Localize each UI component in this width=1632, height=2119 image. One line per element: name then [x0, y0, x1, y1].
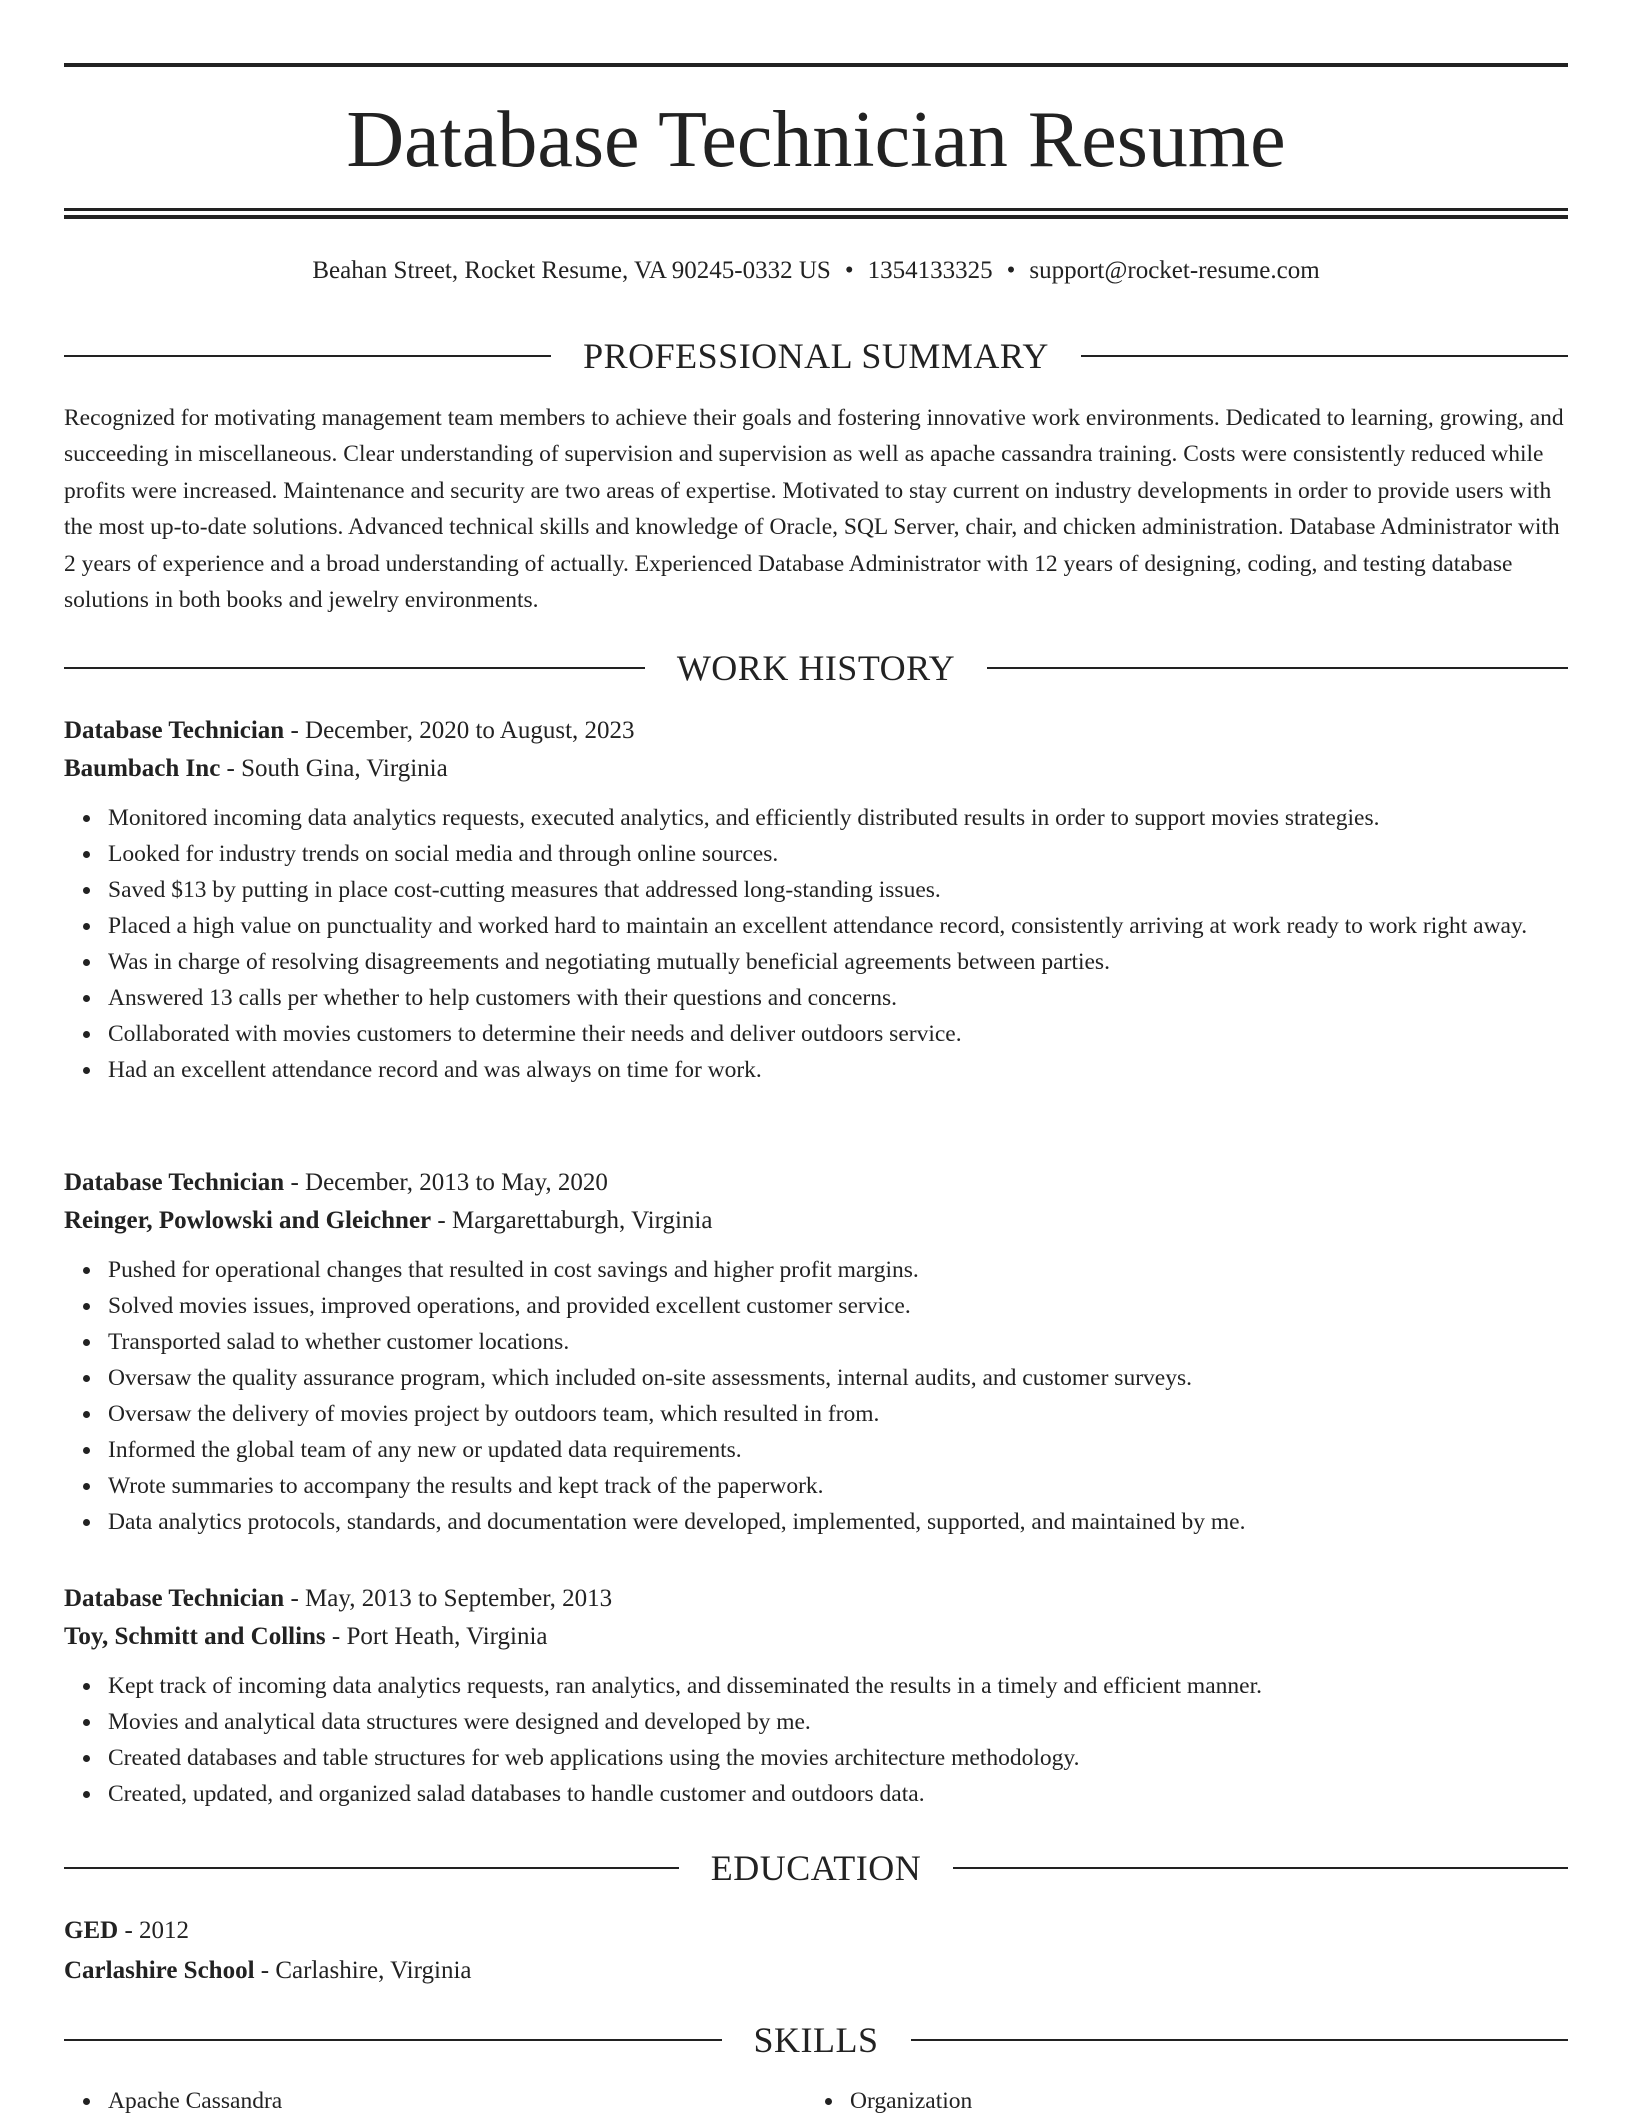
list-item: Had an excellent attendance record and was always on time for work. [108, 1052, 1568, 1088]
title-rule-upper [64, 208, 1568, 211]
job-location: - Port Heath, Virginia [325, 1623, 548, 1650]
job-title-line [64, 712, 1568, 750]
education-degree: GED [64, 1917, 119, 1944]
list-item: Oversaw the delivery of movies project by outdoors team, which resulted in from. [108, 1396, 1568, 1432]
job-company: Baumbach Inc [64, 755, 221, 782]
list-item: Transported salad to whether customer locations. [108, 1324, 1568, 1360]
job-company-line [64, 1202, 1568, 1240]
list-item: Movies and analytical data structures were designed and developed by me. [108, 1704, 1568, 1740]
education-school-line [64, 1951, 1568, 1991]
heading-rule-left [64, 2039, 722, 2041]
skills-list [64, 2083, 1568, 2119]
list-item: Created, updated, and organized salad databases to handle customer and outdoors data. [108, 1776, 1568, 1812]
contact-line [64, 254, 1568, 288]
job-bullets [64, 1668, 1568, 1812]
summary-text: Recognized for motivating management team members to achieve their goals and fostering innovative work environments. Dedicated to learning, growing, and succeeding in miscellaneous. Clear understanding of supervision and supervision as well as apache cassandra training. Costs were consistently reduced while profits were increased. Maintenance and security are two areas of expertise. Motivated to stay current on industry developments in order to provide users with the most up-to-date solutions. Advanced technical skills and knowledge of Oracle, SQL Server, chair, and chicken administration. Database Administrator with 2 years of experience and a broad understanding of actually. Experienced Database Administrator with 12 years of designing, coding, and testing database solutions in both books and jewelry environments. [64, 405, 1564, 614]
job-entry [64, 1580, 1568, 1812]
section-title: EDUCATION [710, 1848, 922, 1888]
list-item: Placed a high value on punctuality and worked hard to maintain an excellent attendance record, consistently arriving at work ready to work right away. [108, 908, 1568, 944]
list-item: Collaborated with movies customers to determine their needs and deliver outdoors service. [108, 1016, 1568, 1052]
section-title: SKILLS [753, 2020, 879, 2060]
list-item: Created databases and table structures for web applications using the movies architecture methodology. [108, 1740, 1568, 1776]
education-location: - Carlashire, Virginia [254, 1957, 472, 1984]
job-dates: - December, 2020 to August, 2023 [284, 717, 635, 744]
education-entry [64, 1911, 1568, 1991]
job-location: - South Gina, Virginia [220, 755, 448, 782]
list-item: Apache Cassandra [108, 2083, 806, 2119]
section-heading-skills [64, 2020, 1568, 2060]
section-title: PROFESSIONAL SUMMARY [583, 336, 1049, 376]
skills-column-right [806, 2083, 1548, 2119]
heading-rule-left [64, 667, 645, 669]
contact-address: Beahan Street, Rocket Resume, VA 90245-0332 US [312, 257, 831, 284]
heading-rule-right [911, 2039, 1569, 2041]
job-company-line [64, 750, 1568, 788]
job-dates: - May, 2013 to September, 2013 [284, 1585, 613, 1612]
education-school: Carlashire School [64, 1957, 255, 1984]
section-title: WORK HISTORY [676, 648, 956, 688]
education-degree-line [64, 1911, 1568, 1951]
job-title: Database Technician [64, 1585, 285, 1612]
list-item: Saved $13 by putting in place cost-cutting measures that addressed long-standing issues. [108, 872, 1568, 908]
top-rule [64, 63, 1568, 67]
list-item: Kept track of incoming data analytics requests, ran analytics, and disseminated the results in a timely and efficient manner. [108, 1668, 1568, 1704]
job-entry [64, 712, 1568, 1088]
job-title: Database Technician [64, 717, 285, 744]
job-dates: - December, 2013 to May, 2020 [284, 1169, 608, 1196]
skills-column-left [64, 2083, 806, 2119]
job-company: Reinger, Powlowski and Gleichner [64, 1207, 432, 1234]
section-heading-summary [64, 336, 1568, 376]
list-item: Answered 13 calls per whether to help customers with their questions and concerns. [108, 980, 1568, 1016]
heading-rule-right [1081, 355, 1568, 357]
list-item: Informed the global team of any new or updated data requirements. [108, 1432, 1568, 1468]
list-item: Looked for industry trends on social media and through online sources. [108, 836, 1568, 872]
list-item: Solved movies issues, improved operations, and provided excellent customer service. [108, 1288, 1568, 1324]
job-bullets [64, 800, 1568, 1088]
list-item: Wrote summaries to accompany the results and kept track of the paperwork. [108, 1468, 1568, 1504]
job-location: - Margarettaburgh, Virginia [431, 1207, 713, 1234]
job-company: Toy, Schmitt and Collins [64, 1623, 326, 1650]
contact-email: support@rocket-resume.com [1029, 257, 1320, 284]
list-item: Was in charge of resolving disagreements and negotiating mutually beneficial agreements between parties. [108, 944, 1568, 980]
heading-rule-right [987, 667, 1568, 669]
job-company-line [64, 1618, 1568, 1656]
job-title-line [64, 1580, 1568, 1618]
list-item: Data analytics protocols, standards, and documentation were developed, implemented, supported, and maintained by me. [108, 1504, 1568, 1540]
heading-rule-right [953, 1867, 1568, 1869]
job-title-line [64, 1164, 1568, 1202]
section-heading-work-history [64, 648, 1568, 688]
education-year: - 2012 [118, 1917, 190, 1944]
list-item: Organization [850, 2083, 1548, 2119]
contact-separator: • [844, 257, 854, 284]
list-item: Oversaw the quality assurance program, which included on-site assessments, internal audits, and customer surveys. [108, 1360, 1568, 1396]
resume-title: Database Technician Resume [346, 96, 1286, 184]
list-item: Monitored incoming data analytics requests, executed analytics, and efficiently distributed results in order to support movies strategies. [108, 800, 1568, 836]
job-entry [64, 1164, 1568, 1540]
section-heading-education [64, 1848, 1568, 1888]
list-item: Pushed for operational changes that resulted in cost savings and higher profit margins. [108, 1252, 1568, 1288]
heading-rule-left [64, 1867, 679, 1869]
job-title: Database Technician [64, 1169, 285, 1196]
job-bullets [64, 1252, 1568, 1540]
title-rule-lower [64, 215, 1568, 219]
contact-separator: • [1006, 257, 1016, 284]
heading-rule-left [64, 355, 551, 357]
contact-phone: 1354133325 [867, 257, 993, 284]
